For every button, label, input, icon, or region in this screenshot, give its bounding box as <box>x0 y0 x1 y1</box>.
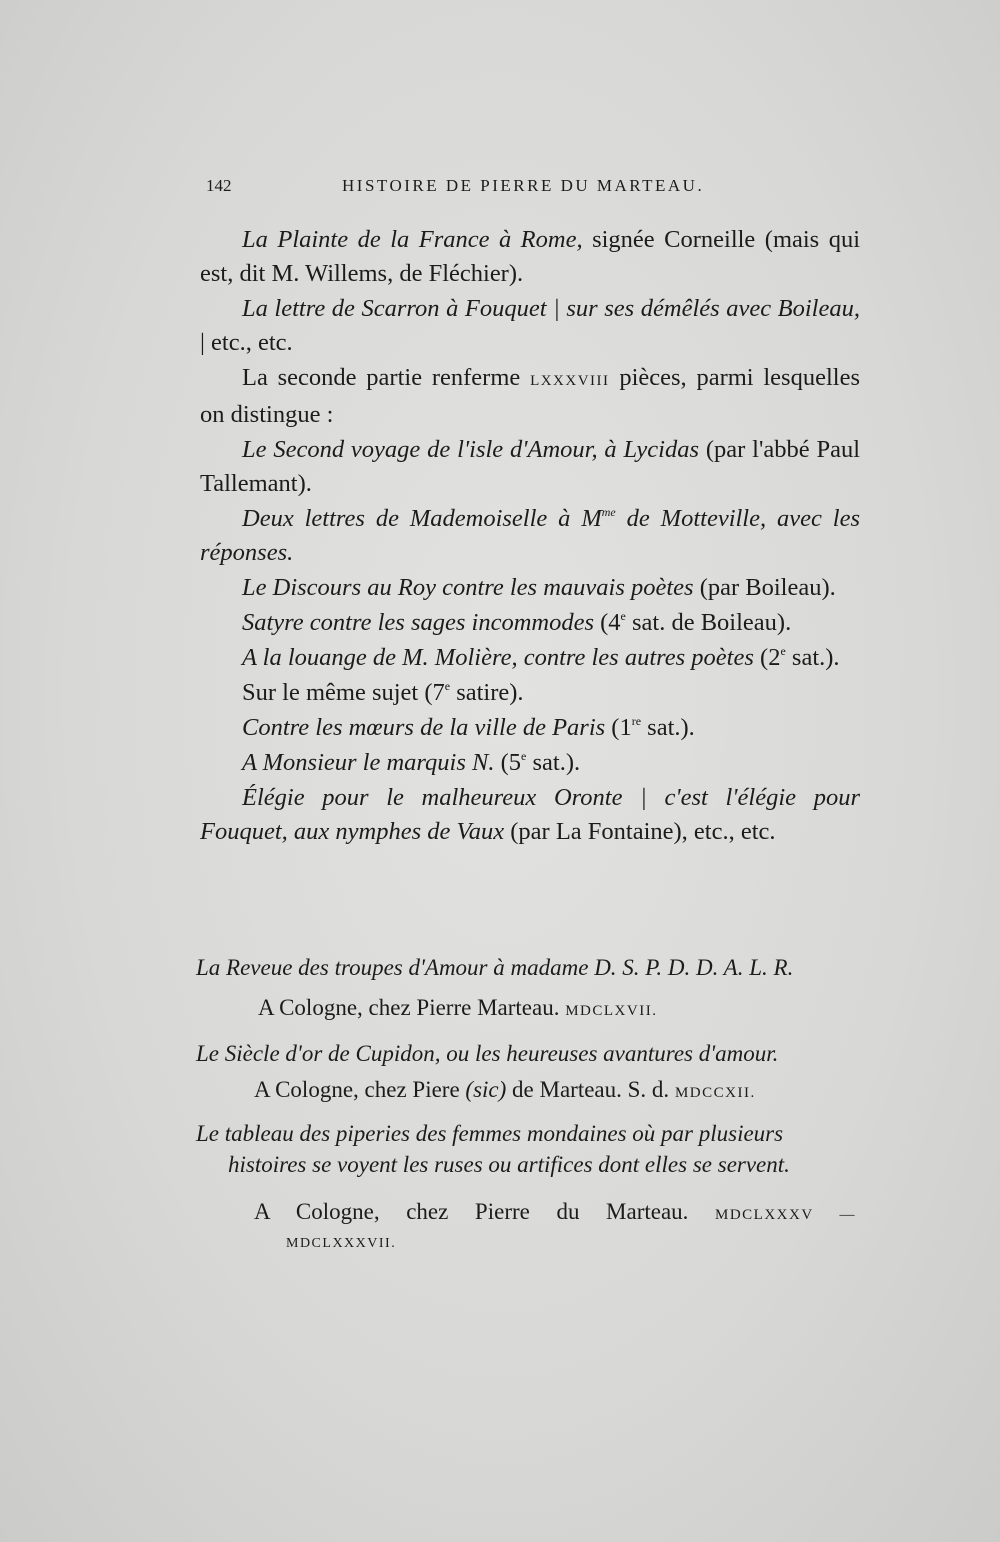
roman-numeral: LXXXVIII <box>530 373 610 389</box>
entry-note: sat. de Boileau). <box>625 609 792 636</box>
entry-note: (2 <box>753 644 781 671</box>
entry-title: La lettre de Scarron à Fouquet | sur ses démêlés avec Boileau, <box>242 295 860 322</box>
bib-imprint-reveue <box>196 992 856 1027</box>
bib-imprint-siecle <box>196 1074 856 1109</box>
entry-note: (par l'abbé Paul Tallemant). <box>200 436 860 497</box>
entry-seconde-partie <box>200 361 860 432</box>
bib-title-reveue: La Reveue des troupes d'Amour à madame D. S. P. D. D. A. L. R. <box>196 955 794 980</box>
entry-title: A la louange de M. Molière, contre les autres poètes <box>242 644 754 671</box>
body-text <box>200 222 860 849</box>
entry-louange-moliere <box>200 641 860 675</box>
bib-title-tableau <box>196 1118 856 1180</box>
entry-title: A Monsieur le marquis N. <box>242 749 495 776</box>
entry-moeurs-paris <box>200 711 860 745</box>
entry-meme-sujet <box>200 676 860 710</box>
entry-note: sat.). <box>785 644 840 671</box>
page-number: 142 <box>206 176 232 195</box>
imprint-date: MDCLXVII. <box>565 1003 658 1019</box>
imprint-sic: (sic) <box>465 1077 507 1102</box>
entry-satyre <box>200 606 860 640</box>
entry-text: satire). <box>450 679 524 706</box>
bib-imprint-tableau-date2: MDCLXXXVII. <box>286 1236 397 1251</box>
entry-note: (4 <box>594 609 621 636</box>
superscript: re <box>631 714 642 728</box>
entry-marquis <box>200 746 860 780</box>
imprint-date: MDCLXXXV — <box>715 1207 856 1223</box>
entry-note: sat.). <box>641 714 695 741</box>
entry-note: (par La Fontaine), etc., etc. <box>504 818 776 845</box>
superscript: me <box>601 505 616 519</box>
entry-note: (par Boileau). <box>693 574 836 601</box>
entry-lettre-scarron <box>200 292 860 360</box>
entry-title: Satyre contre les sages incommodes <box>242 609 594 636</box>
entry-title: Contre les mœurs de la ville de Paris <box>242 714 606 741</box>
entry-note: sat.). <box>526 749 581 776</box>
entry-title: La Plainte de la France à Rome, <box>242 226 583 253</box>
running-title: HISTOIRE DE PIERRE DU MARTEAU. <box>342 176 705 195</box>
entry-text: Sur le même sujet (7 <box>242 679 445 706</box>
entry-title: Le Second voyage de l'isle d'Amour, à Lycidas <box>242 436 700 463</box>
imprint-text: de Marteau. S. d. <box>506 1077 675 1102</box>
bib-imprint-tableau <box>196 1196 856 1231</box>
entry-elegie <box>200 781 860 849</box>
superscript: e <box>780 644 786 658</box>
entry-title: de Motteville, avec les réponses. <box>200 505 861 566</box>
superscript: e <box>521 749 527 763</box>
bib-title-line: histoires se voyent les ruses ou artifices dont elles se servent. <box>228 1152 790 1177</box>
entry-second-voyage <box>200 433 860 501</box>
superscript: e <box>620 609 626 623</box>
entry-title: Deux lettres de Mademoiselle à M <box>242 505 602 532</box>
entry-title: Élégie pour le malheureux Oronte | c'est l'élégie pour Fouquet, aux nymphes de Vaux <box>200 784 860 845</box>
imprint-text: A Cologne, chez Piere <box>254 1077 466 1102</box>
entry-plainte <box>200 223 860 291</box>
entry-text: pièces, parmi lesquelles on distingue : <box>200 364 860 428</box>
entry-title: Le Discours au Roy contre les mauvais poètes <box>242 574 694 601</box>
imprint-text: A Cologne, chez Pierre du Marteau. <box>254 1199 715 1224</box>
entry-note: (5 <box>494 749 522 776</box>
imprint-date: MDCCXII. <box>674 1085 756 1101</box>
entry-note: | etc., etc. <box>200 329 293 356</box>
entry-text: La seconde partie renferme <box>242 364 531 391</box>
superscript: e <box>444 679 451 693</box>
entry-deux-lettres <box>200 502 860 570</box>
entry-note: signée Corneille (mais qui est, dit M. Willems, de Fléchier). <box>200 226 860 287</box>
bib-title-line: Le tableau des piperies des femmes mondaines où par plusieurs <box>196 1121 784 1146</box>
bib-title-siecle: Le Siècle d'or de Cupidon, ou les heureuses avantures d'amour. <box>196 1041 779 1066</box>
entry-discours-au-roy <box>200 571 860 605</box>
imprint-text: A Cologne, chez Pierre Marteau. <box>258 995 566 1020</box>
entry-note: (1 <box>605 714 632 741</box>
